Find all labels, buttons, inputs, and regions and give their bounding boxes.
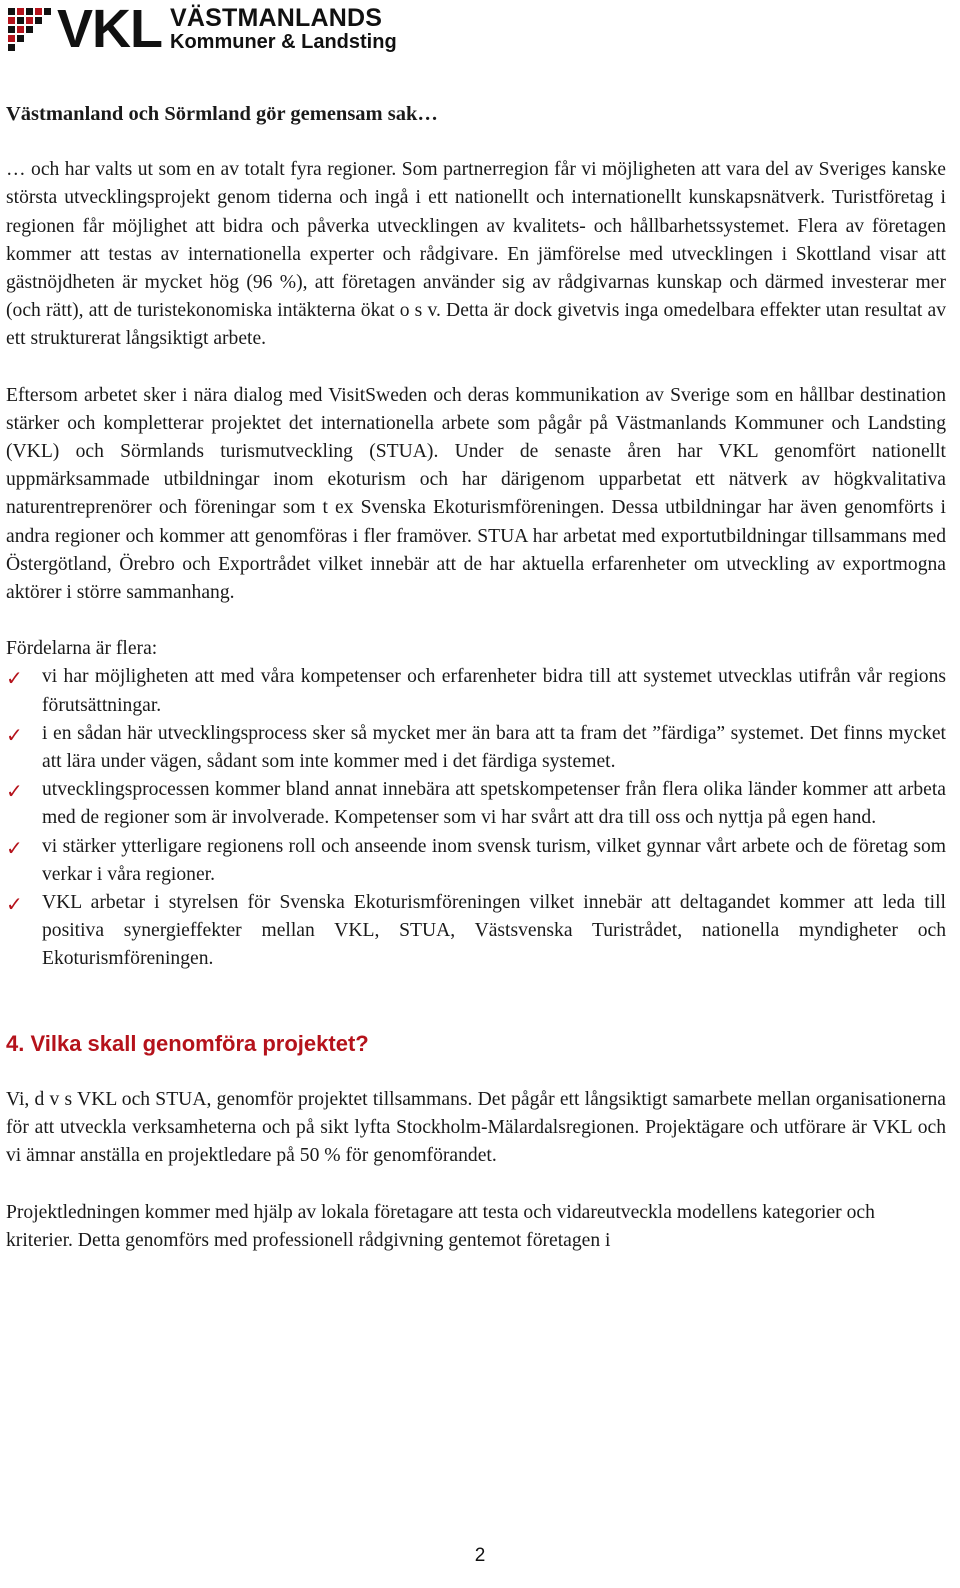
- header: [8, 0, 397, 59]
- section-paragraph-2: Projektledningen kommer med hjälp av lokala företagare att testa och vidareutveckla modellens kategorier och kriterier. Detta genomförs med professionell rådgivning gentemot företagen i: [6, 1201, 875, 1251]
- document-body: [6, 100, 946, 1255]
- list-item-text: VKL arbetar i styrelsen för Svenska Ekoturismföreningen vilket innebär att deltagandet kommer att leda till positiva synergieffekter mellan VKL, STUA, Västsvenska Turistrådet, nationella myndigheter och Ekoturismföreningen.: [42, 892, 946, 970]
- list-item: [6, 889, 946, 974]
- list-item-text: vi har möjligheten att med våra kompetenser och erfarenheter bidra till att systemet utvecklas utifrån vår regions förutsättningar.: [42, 666, 946, 716]
- section-paragraph-1: Vi, d v s VKL och STUA, genomför projektet tillsammans. Det pågår ett långsiktigt samarbete mellan organisationerna för att utveckla verksamheterna och på sikt lyfta Stockholm-Mälardalsregionen. Projektägare och utförare är VKL och vi ämnar anställa en projektledare på 50 % för genomförandet.: [6, 1088, 946, 1167]
- logo-line1: VÄSTMANLANDS: [170, 4, 383, 33]
- partnership-paragraph: Eftersom arbetet sker i nära dialog med VisitSweden och deras kommunikation av Sverige som en hållbar destination stärker och kompletterar projektet det internationella arbete som pågår på Västmanlands Kommuner och Landsting (VKL) och Sörmlands turismutveckling (STUA). Under de senaste åren har VKL genomfört nationellt uppmärksammade utbildningar inom ekoturism och har därigenom upparbetat ett nätverk av högkvalitativa naturentreprenörer och föreningar som t ex Svenska Ekoturismföreningen. Dessa utbildningar har även genomförts i andra regioner och kommer att genomföras i fler framöver. STUA har arbetat med exportutbildningar tillsammans med Östergötland, Örebro och Exportrådet vilket innebär att de har aktuella erfarenheter om utveckling av exportmogna aktörer i större sammanhang.: [6, 384, 946, 604]
- section-heading: 4. Vilka skall genomföra projektet?: [6, 1030, 369, 1056]
- checkmark-icon: ✓: [6, 722, 23, 747]
- logo-line2: Kommuner & Landsting: [170, 30, 397, 53]
- intro-paragraph: … och har valts ut som en av totalt fyra regioner. Som partnerregion får vi möjligheten att vara del av Sveriges kanske största utvecklingsprojekt genom tiderna och ingå i ett nationellt och internationellt kunskapsnätverk. Turistföretag i regionen får möjlighet att bidra och påverka utvecklingen av kvalitets- och hållbarhetssystemet. Flera av företagen kommer att testas av internationella experter och rådgivare. En jämförelse med utvecklingen i Skottland visar att gästnöjdheten är mycket hög (96 %), att företagen använder sig av rådgivarnas kunskap och därmed investerar mer (och rätt), att de turistekonomiska intäkterna ökat o s v. Detta är dock givetvis inga omedelbara effekter utan resultat av ett strukturerat långsiktigt arbete.: [6, 159, 946, 350]
- benefits-intro: Fördelarna är flera:: [6, 638, 158, 660]
- checkmark-icon: ✓: [6, 666, 23, 691]
- intro-heading: Västmanland och Sörmland gör gemensam sak…: [6, 103, 438, 125]
- list-item: [6, 663, 946, 719]
- page-number: 2: [474, 1545, 486, 1566]
- list-item: [6, 833, 946, 889]
- list-item: [6, 776, 946, 832]
- checkmark-icon: ✓: [6, 892, 23, 917]
- list-item-text: vi stärker ytterligare regionens roll och anseende inom svensk turism, vilket gynnar vårt arbete och de företag som verkar i våra regioner.: [42, 835, 946, 885]
- logo-mark-icon: [8, 8, 51, 51]
- checkmark-icon: ✓: [6, 779, 23, 804]
- benefits-list: [6, 663, 946, 973]
- list-item: [6, 720, 946, 776]
- logo-abbr: VKL: [57, 0, 162, 59]
- list-item-text: i en sådan här utvecklingsprocess sker så mycket mer än bara att ta fram det ”färdiga” systemet. Det finns mycket att lära under vägen, sådant som inte kommer med i det färdiga systemet.: [42, 722, 946, 773]
- checkmark-icon: ✓: [6, 835, 23, 860]
- list-item-text: utvecklingsprocessen kommer bland annat innebära att spetskompetenser från flera olika länder kommer att arbeta med de regioner som är involverade. Kompetenser som vi har svårt att dra till oss och nyttja på egen hand.: [42, 779, 946, 829]
- logo-text: [170, 5, 397, 52]
